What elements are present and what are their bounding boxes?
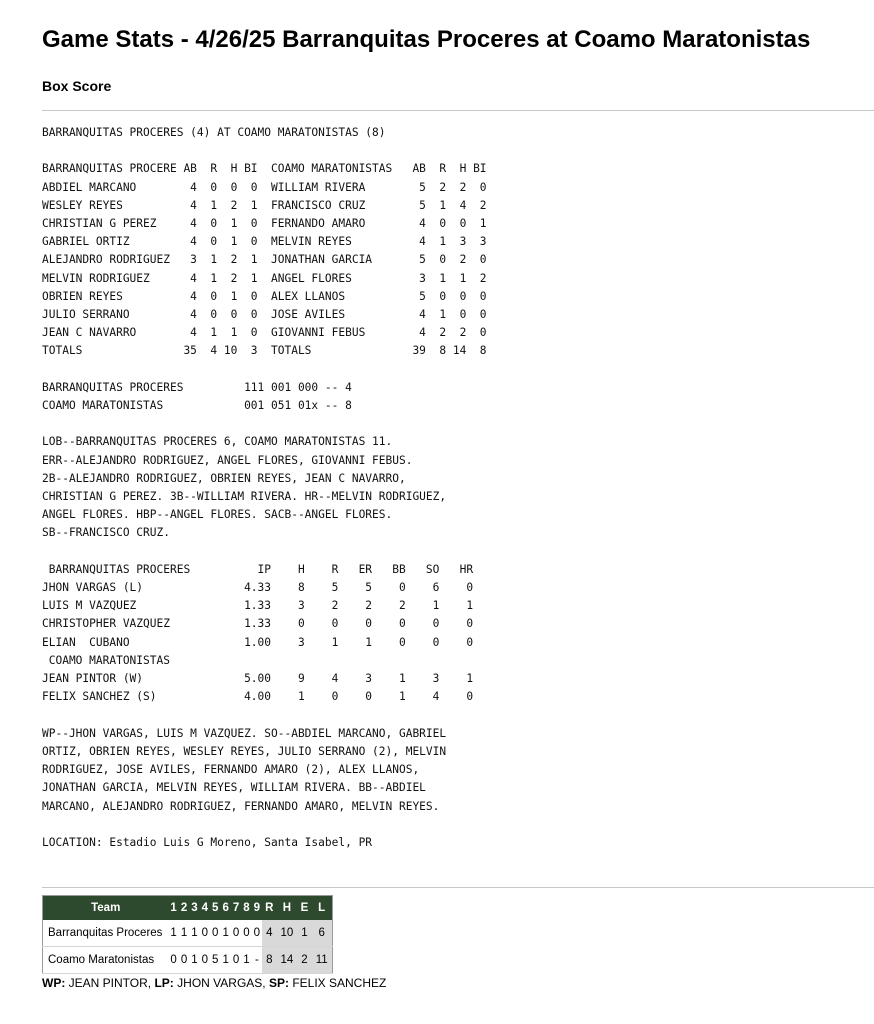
sp-label: SP: <box>268 976 289 990</box>
inning-score: 0 <box>231 920 241 947</box>
lp-label: LP: <box>154 976 174 990</box>
header-team: Team <box>43 896 169 921</box>
header-inning-4: 4 <box>200 896 210 921</box>
linescore-header-row <box>43 896 333 921</box>
inning-score: 5 <box>210 947 220 974</box>
header-inning-5: 5 <box>210 896 220 921</box>
team-name: Barranquitas Proceres <box>43 920 169 947</box>
header-inning-3: 3 <box>189 896 199 921</box>
header-inning-6: 6 <box>220 896 230 921</box>
header-inning-8: 8 <box>241 896 251 921</box>
box-score-text: BARRANQUITAS PROCERES (4) AT COAMO MARATONISTAS (8) BARRANQUITAS PROCERE AB R H BI COAMO MARATONISTAS AB R H BI ABDIEL MARCANO 4 0 0 0 WILLIAM RIVERA 5 2 2 0 WESLEY REYES 4 1 2 1 FRANCISCO CRUZ 5 1 4 2 CHRISTIAN G PEREZ 4 0 1 0 FERNANDO AMARO 4 0 0 1 GABRIEL ORTIZ 4 0 1 0 MELVIN REYES 4 1 3 3 ALEJANDRO RODRIGUEZ 3 1 2 1 JONATHAN GARCIA 5 0 2 0 MELVIN RODRIGUEZ 4 1 2 1 ANGEL FLORES 3 1 1 2 OBRIEN REYES 4 0 1 0 ALEX LLANOS 5 0 0 0 JULIO SERRANO 4 0 0 0 JOSE AVILES 4 1 0 0 JEAN C NAVARRO 4 1 1 0 GIOVANNI FEBUS 4 2 2 0 TOTALS 35 4 10 3 TOTALS 39 8 14 8 BARRANQUITAS PROCERES 111 001 000 -- 4 COAMO MARATONISTAS 001 051 01x -- 8 LOB--BARRANQUITAS PROCERES 6, COAMO MARATONISTAS 11. ERR--ALEJANDRO RODRIGUEZ, ANGEL FLORES, GIOVANNI FEBUS. 2B--ALEJANDRO RODRIGUEZ, OBRIEN REYES, JEAN C NAVARRO, CHRISTIAN G PEREZ. 3B--WILLIAM RIVERA. HR--MELVIN RODRIGUEZ, ANGEL FLORES. HBP--ANGEL FLORES. SACB--ANGEL FLORES. SB--FRANCISCO CRUZ. BARRANQUITAS PROCERES IP H R ER BB SO HR JHON VARGAS (L) 4.33 8 5 5 0 6 0 LUIS M VAZQUEZ 1.33 3 2 2 2 1 1 CHRISTOPHER VAZQUEZ 1.33 0 0 0 0 0 0 ELIAN CUBANO 1.00 3 1 1 0 0 0 COAMO MARATONISTAS JEAN PINTOR (W) 5.00 9 4 3 1 3 1 FELIX SANCHEZ (S) 4.00 1 0 0 1 4 0 WP--JHON VARGAS, LUIS M VAZQUEZ. SO--ABDIEL MARCANO, GABRIEL ORTIZ, OBRIEN REYES, WESLEY REYES, JULIO SERRANO (2), MELVIN RODRIGUEZ, JOSE AVILES, FERNANDO AMARO (2), ALEX LLANOS, JONATHAN GARCIA, MELVIN REYES, WILLIAM RIVERA. BB--ABDIEL MARCANO, ALEJANDRO RODRIGUEZ, FERNANDO AMARO, MELVIN REYES. LOCATION: Estadio Luis G Moreno, Santa Isabel, PR <box>42 126 487 849</box>
total-hits: 10 <box>276 920 297 947</box>
pitching-decisions: WP: JEAN PINTOR, LP: JHON VARGAS, SP: FELIX SANCHEZ <box>42 976 387 990</box>
inning-score: 0 <box>252 920 262 947</box>
wp-label: WP: <box>42 976 66 990</box>
divider-top <box>42 110 874 111</box>
header-inning-2: 2 <box>179 896 189 921</box>
inning-score: 1 <box>241 947 251 974</box>
save-pitcher: FELIX SANCHEZ <box>292 976 387 990</box>
inning-score: 0 <box>241 920 251 947</box>
inning-score: 1 <box>220 920 230 947</box>
table-row <box>43 947 333 974</box>
inning-score: 0 <box>210 920 220 947</box>
inning-score: 0 <box>168 947 178 974</box>
header-runs: R <box>262 896 276 921</box>
header-inning-7: 7 <box>231 896 241 921</box>
divider-bottom <box>42 887 874 888</box>
table-row <box>43 920 333 947</box>
total-errors: 2 <box>297 947 311 974</box>
box-score-heading: Box Score <box>42 78 112 94</box>
inning-score: 1 <box>189 920 199 947</box>
team-name: Coamo Maratonistas <box>43 947 169 974</box>
inning-score: 0 <box>231 947 241 974</box>
inning-score: - <box>252 947 262 974</box>
header-errors: E <box>297 896 311 921</box>
header-hits: H <box>276 896 297 921</box>
inning-score: 1 <box>179 920 189 947</box>
inning-score: 1 <box>168 920 178 947</box>
header-inning-9: 9 <box>252 896 262 921</box>
inning-score: 0 <box>200 920 210 947</box>
total-runs: 8 <box>262 947 276 974</box>
page-title: Game Stats - 4/26/25 Barranquitas Proceres at Coamo Maratonistas <box>42 26 811 53</box>
total-errors: 1 <box>297 920 311 947</box>
inning-score: 1 <box>189 947 199 974</box>
inning-score: 1 <box>220 947 230 974</box>
total-lob: 6 <box>312 920 332 947</box>
header-lob: L <box>312 896 332 921</box>
losing-pitcher: JHON VARGAS <box>177 976 263 990</box>
inning-score: 0 <box>200 947 210 974</box>
linescore-table <box>42 895 333 974</box>
total-lob: 11 <box>312 947 332 974</box>
total-runs: 4 <box>262 920 276 947</box>
inning-score: 0 <box>179 947 189 974</box>
total-hits: 14 <box>276 947 297 974</box>
winning-pitcher: JEAN PINTOR <box>68 976 148 990</box>
header-inning-1: 1 <box>168 896 178 921</box>
